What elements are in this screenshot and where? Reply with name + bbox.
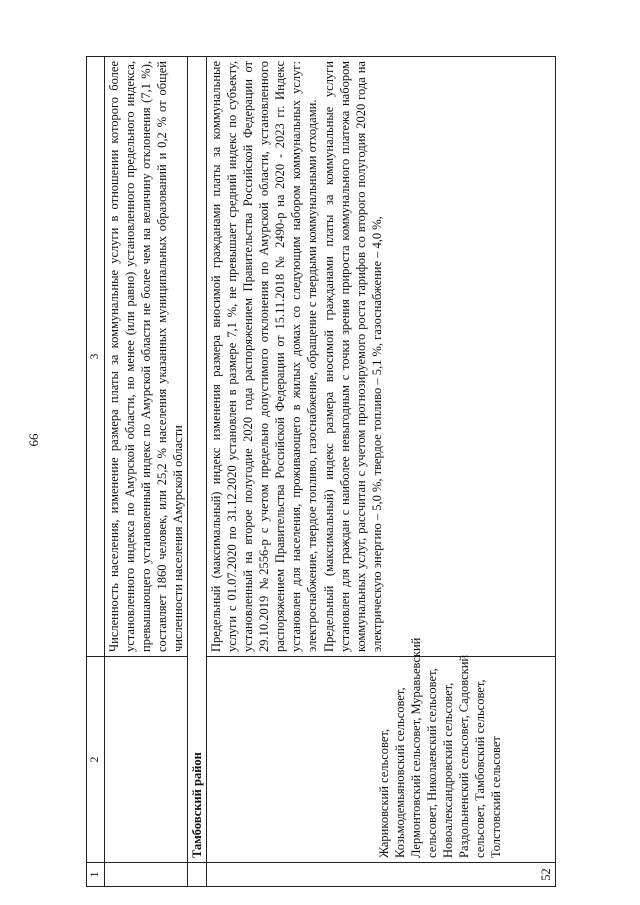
continuation-row bbox=[104, 57, 187, 887]
settlement-line: сельсовет, Николаевский сельсовет, bbox=[424, 668, 439, 858]
continuation-cell-1 bbox=[104, 863, 187, 887]
index-paragraph-2: Предельный (максимальный) индекс размера вносимой гражданами платы за коммунальные услуги установлен для граждан с наиболее невыгодным с точки зрения прироста коммунального платежа набором коммунальных услуг, рассчитан с учетом прогнозируемого роста тарифов со второго полугодия 2020 года на электрическую энергию – 5,0 %, твердое топливо – 5,1 %, газоснабжение – 4,0 %, bbox=[321, 61, 384, 652]
region-row bbox=[187, 57, 206, 887]
rotated-table-container bbox=[86, 57, 553, 887]
page-number: 66 bbox=[26, 433, 41, 447]
tariff-index-table bbox=[86, 56, 556, 887]
settlement-line: Толстовский сельсовет bbox=[488, 736, 503, 858]
settlements-cell bbox=[206, 637, 555, 863]
continuation-text: Численность населения, изменение размера платы за коммунальные услуги в отношении которого более установленного индекса по Амурской области, но менее (или равно) установленного предельного индекса, превышающего установленный индекс по Амурской области не более чем на величину отклонения (7,1 %), составляет 1860 человек, или 25,2 % населения указанных муниципальных образований и 0,2 % от общей численности населения Амурской области bbox=[104, 57, 187, 657]
settlement-line: Козьмодемьяновский сельсовет, bbox=[392, 687, 407, 858]
column-number-2: 2 bbox=[87, 657, 105, 863]
settlement-line: Лермонтовский сельсовет, Муравьевский bbox=[408, 637, 423, 858]
settlement-line: сельсовет, Тамбовский сельсовет, bbox=[472, 679, 487, 858]
settlement-line: Раздольненский сельсовет, Садовский bbox=[456, 654, 471, 858]
settlement-line: Новоалександровский сельсовет, bbox=[440, 682, 455, 858]
row-number-text: 52 bbox=[538, 868, 553, 881]
row-number bbox=[206, 863, 555, 887]
region-row-number-cell bbox=[187, 863, 206, 887]
index-description-cell bbox=[206, 57, 555, 657]
column-number-1: 1 bbox=[87, 863, 105, 887]
column-number-3: 3 bbox=[87, 57, 105, 657]
continuation-cell-2 bbox=[104, 657, 187, 863]
region-heading: Тамбовский район bbox=[187, 57, 206, 863]
column-number-row bbox=[87, 57, 105, 887]
index-paragraph-1: Предельный (максимальный) индекс изменения размера вносимой гражданами платы за коммунальные услуги с 01.07.2020 по 31.12.2020 установлен в размере 7,1 %, не превышает средний индекс по субъекту, установленный на второе полугодие 2020 года распоряжением Правительства Российской Федерации от 29.10.2019 №2556-р с учетом предельно допустимого отклонения по Амурской области, установленного распоряжением Правительства Российской Федерации от 15.11.2018 № 2490-р на 2020 - 2023 гг. Индекс установлен для населения, проживающего в жилых домах со следующим набором коммунальных услуг: электроснабжение, твердое топливо, газоснабжение, обращение с твердыми коммунальными отходами. bbox=[208, 61, 319, 652]
settlement-line: Жариковский сельсовет, bbox=[376, 728, 391, 858]
settlements-list bbox=[208, 637, 504, 858]
table-row bbox=[206, 57, 555, 887]
